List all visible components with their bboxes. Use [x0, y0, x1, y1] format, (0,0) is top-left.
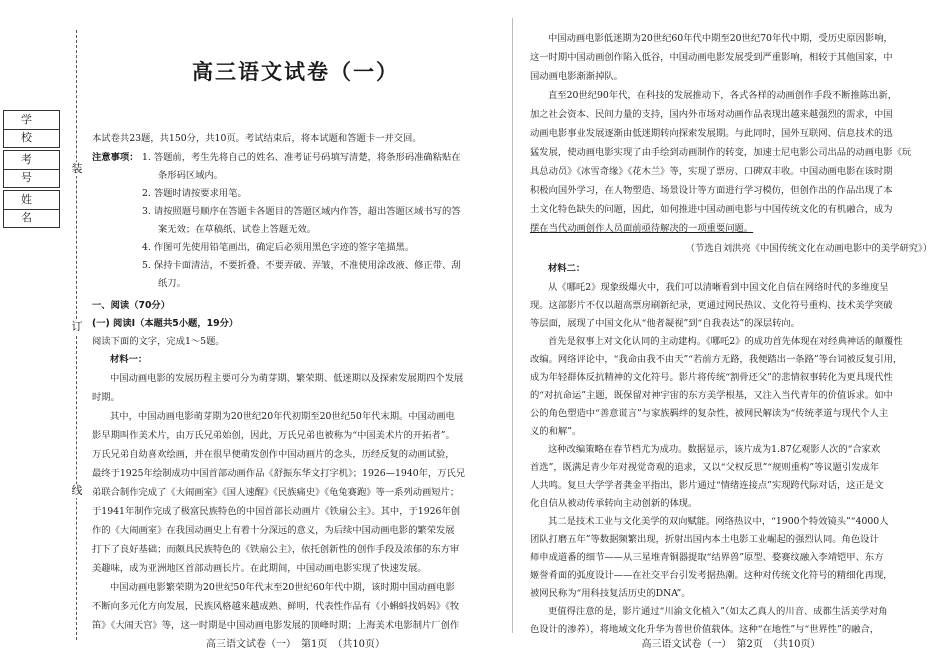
paragraph-line: 万氏兄弟自幼喜欢绘画，并在很早便萌发创作中国动画片的念头，历经反复的动画试验， — [92, 449, 455, 460]
paragraph-line: 化自信从被动传承转向主动创新的体现。 — [530, 498, 698, 509]
note-2: 2. 答题时请按要求用笔。 — [142, 188, 247, 199]
page-1 — [92, 0, 499, 664]
paragraph-line: 其二是技术工业与文化美学的双向赋能。网络热议中，“1900个特效镜头”“4000人 — [548, 516, 889, 527]
paragraph-line: 国动画电影渐渐掉队。 — [530, 71, 623, 82]
paragraph-line: 成为年轻群体反抗精神的文化符号。影片将传统“割骨还父”的悲情叙事转化为更具现代性 — [530, 372, 893, 383]
paragraph-line: 于1941年制作完成了极富民族特色的中国首部长动画片《铁扇公主》。其中，于1926年创 — [92, 506, 461, 517]
paragraph-line: 土文化特色缺失的问题，因此，如何推进中国动画电影与中国传统文化的有机融合，成为 — [530, 204, 893, 215]
paragraph-line: 等层面，展现了中国文化从“他者凝视”到“自我表达”的深层转向。 — [530, 318, 801, 329]
page-title: 高三语文试卷（一） — [192, 60, 399, 84]
paragraph-line: 猛发展，使动画电影实现了由手绘到动画制作的转变，加速士尼电影公司出品的动画电影《玩 — [530, 147, 912, 158]
paragraph-line: 中国动画电影低迷期为20世纪60年代中期至20世纪70年代中期，受历史原因影响， — [548, 33, 893, 44]
paragraph-line: 姬誉肴面的弧度设计——在社交平台引发考据热潮。这种对传统文化符号的精细化再现， — [530, 570, 893, 581]
note-5: 5. 保持卡面清洁，不要折叠、不要弄破、弄皱，不准使用涂改液、修正带、刮 — [142, 260, 461, 271]
page-footer: 高三语文试卷（一） 第2页 （共10页） — [641, 639, 821, 650]
subsection-heading: (一) 阅读Ⅰ（本题共5小题，19分） — [92, 318, 239, 329]
note-3-cont: 案无效；在草稿纸、试卷上答题无效。 — [158, 224, 317, 235]
paragraph-line: 公的角色塑造中“善意谎言”与家族羁绊的复杂性，被网民解读为“传统孝道与现代个人主 — [530, 408, 889, 419]
paragraph-line: 其中，中国动画电影萌芽期为20世纪20年代初期至20世纪50年代末期。中国动画电 — [110, 411, 455, 422]
paragraph-line: 人共鸣。复旦大学学者龚金平指出，影片通过“情绪连接点”实现跨代际对话，这正是文 — [530, 480, 884, 491]
note-5-cont: 纸刀。 — [158, 278, 186, 289]
paragraph-line: 影早期叫作美术片，由万氏兄弟始创，因此，万氏兄弟也被称为“中国美术片的开拓者”。 — [92, 430, 455, 441]
paragraph-line: 的“对抗命运”主题，既保留对神宇宙的东方美学根基，又注入当代青年的价值诉求。如中 — [530, 390, 893, 401]
paragraph-line: 首先是叙事上对文化认同的主动建构。《哪吒2》的成功首先体现在对经典神话的颠覆性 — [548, 336, 903, 347]
binding-char-xian: 线 — [71, 484, 83, 497]
paragraph-line: 不断向多元化方向发展，民族风格越来越成熟、鲜明，代表性作品有《小蝌蚪找妈妈》《牧 — [92, 601, 460, 612]
paragraph-line: 团队打磨五年”等数据频繁出现，折射出国内本土电影工业崛起的强烈认同。角色设计 — [530, 534, 879, 545]
exam-number-blank[interactable] — [3, 170, 60, 188]
page-2 — [530, 0, 932, 664]
paragraph-line: 被网民称为“用科技复活历史的DNA”。 — [530, 588, 691, 599]
paragraph-line: 最终于1925年绘制成功中国首部动画作品《舒振东华文打字机》；1926—1940年，万氏兄 — [92, 468, 466, 479]
school-blank[interactable] — [3, 130, 60, 148]
paragraph-line: 直至20世纪90年代，在科技的发展推动下，各式各样的动画创作手段不断推陈出新， — [548, 90, 898, 101]
notes-label: 注意事项： — [92, 152, 139, 163]
page-divider — [512, 18, 513, 633]
paragraph-line: 中国动画电影繁荣期为20世纪50年代末至20世纪60年代中期，该时期中国动画电影 — [110, 582, 455, 593]
binding-strip — [0, 0, 86, 664]
binding-char-ding: 订 — [71, 320, 83, 333]
paragraph-line: 首选”，既满足青少年对视觉奇观的追求，又以“父权反思”“规则重构”等议题引发成年 — [530, 462, 880, 473]
paragraph-line: 笛》《大闹天宫》等，这一时期是中国动画电影发展的顶峰时期；上海美术电影制片厂创作 — [92, 620, 460, 631]
underlined-line: 摆在当代动画创作人员面前亟待解决的一项重要问题。 — [530, 223, 754, 234]
name-label: 姓 名 — [3, 190, 60, 210]
paragraph-line: 具总动员》《冰雪奇缘》《花木兰》等，实现了票房、口碑双丰收。中国动画电影在该时期 — [530, 166, 893, 177]
paragraph-line: 从《哪吒2》现象级爆火中，我们可以清晰看到中国文化自信在网络时代的多维度呈 — [548, 282, 889, 293]
paragraph-line: 积极向国外学习，在人物塑造、场景设计等方面进行学习模仿，但创作出的作品出现了本 — [530, 185, 893, 196]
reading-instruction: 阅读下面的文字，完成1～5题。 — [92, 336, 225, 347]
material-2-label: 材料二： — [548, 263, 586, 274]
paragraph-line: 更值得注意的是，影片通过“川渝文化植入”（如太乙真人的川音、成都生活美学对角 — [548, 606, 888, 617]
paragraph-line: 弟联合制作完成了《大闹画室》《国人速醒》《民族痛史》《龟兔赛跑》等一系列动画短片； — [92, 487, 460, 498]
note-1: 1. 答题前，考生先将自己的姓名、准考证号码填写清楚，将条形码准确粘贴在 — [142, 152, 461, 163]
paragraph-line: 这一时期中国动画创作陷入低谷，中国动画电影发展受到严重影响，相较于其他国家，中 — [530, 52, 893, 63]
note-3: 3. 请按照题号顺序在答题卡各题目的答题区域内作答，超出答题区域书写的答 — [142, 206, 461, 217]
paragraph-line: 色设计的渗养），将地域文化升华为普世价值载体。这种“在地性”与“世界性”的融合， — [530, 624, 880, 635]
paragraph-line: 这种改编策略在春节档尤为成功。数据显示，该片成为1.87亿观影人次的“合家欢 — [548, 444, 881, 455]
binding-dashed-line — [76, 30, 77, 640]
section-heading: 一、阅读（70分） — [92, 300, 171, 311]
paragraph-line: 改编。网络评论中，“我命由我不由天”“若前方无路，我便踏出一条路”等台词被反复引用， — [530, 354, 903, 365]
paragraph-line: 作的《大闹画室》在我国动画史上有着十分深远的意义，为后续中国动画电影的繁荣发展 — [92, 525, 455, 536]
name-blank[interactable] — [3, 210, 60, 228]
paragraph-line: 美趣味，成为亚洲地区首部动画长片。在此期间，中国动画电影实现了快速发展。 — [92, 563, 427, 574]
note-1-cont: 条形码区域内。 — [158, 170, 224, 181]
paragraph-line: 义的和解”。 — [530, 426, 582, 437]
paragraph-line: 师申成道番的细节——从三星堆青铜器提取“结界兽”原型、婺赛纹融入李靖铠甲、东方 — [530, 552, 884, 563]
paragraph-line: 加之社会资本、民间力量的支持，国内外市场对动画作品表现出越来越强烈的需求，中国 — [530, 109, 893, 120]
note-4: 4. 作图可先使用铅笔画出，确定后必须用黑色字迹的签字笔描黑。 — [142, 242, 415, 253]
paragraph-line: 打下了良好基础；而颇具民族特色的《铁扇公主》，依托创新性的创作手段及浓郁的东方审 — [92, 544, 460, 555]
school-label: 学 校 — [3, 110, 60, 130]
source-citation: （节选自刘洪亮《中国传统文化在动画电影中的美学研究》） — [685, 243, 932, 254]
paragraph-line: 中国动画电影的发展历程主要可分为萌芽期、繁荣期、低迷期以及探索发展期四个发展 — [110, 373, 464, 384]
material-1-label: 材料一： — [110, 354, 148, 365]
binding-char-zhuang: 装 — [71, 162, 83, 175]
exam-intro: 本试卷共23题，共150分，共10页。考试结束后，将本试题和答题卡一并交回。 — [92, 133, 422, 144]
paragraph-line: 现。这部影片不仅以超高票房刷新纪录，更通过网民热议、文化符号重构、技术美学突破 — [530, 300, 893, 311]
exam-number-label: 考 号 — [3, 150, 60, 170]
paragraph-line: 动画电影事业发展逐渐由低迷期转向探索发展期。与此同时，国外互联网、信息技术的迅 — [530, 128, 893, 139]
paragraph-line: 时期。 — [92, 392, 120, 403]
page-footer: 高三语文试卷（一） 第1页 （共10页） — [205, 639, 386, 650]
